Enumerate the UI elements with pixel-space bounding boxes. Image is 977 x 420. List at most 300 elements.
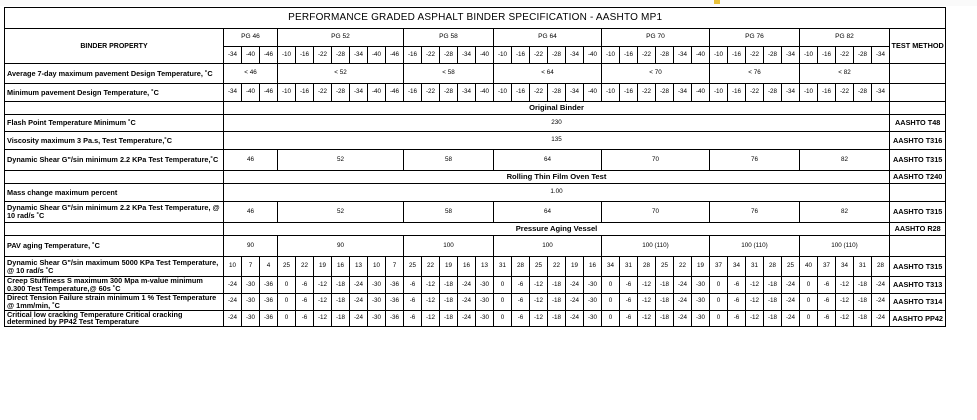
value-cell: -46 [260, 84, 278, 102]
subgrade-cell: -28 [854, 47, 872, 64]
section-blank [5, 223, 224, 236]
subgrade-cell: -40 [476, 47, 494, 64]
value-cell: 0 [278, 310, 296, 327]
value-cell: -16 [512, 84, 530, 102]
value-cell: 230 [224, 115, 890, 132]
value-cell: -12 [638, 277, 656, 294]
subgrade-cell: -46 [260, 47, 278, 64]
value-cell: -22 [836, 84, 854, 102]
value-cell: -18 [764, 277, 782, 294]
spec-row [5, 202, 946, 223]
value-cell: -10 [800, 84, 818, 102]
subgrade-cell: -40 [692, 47, 710, 64]
value-cell: -12 [530, 310, 548, 327]
toolbar-strip [0, 0, 977, 6]
value-cell: -18 [764, 293, 782, 310]
spec-row [5, 84, 946, 102]
property-label: Mass change maximum percent [5, 184, 224, 202]
value-cell: -36 [260, 277, 278, 294]
value-cell: -18 [332, 293, 350, 310]
value-cell: -34 [350, 84, 368, 102]
value-cell: -24 [782, 277, 800, 294]
value-cell: 1.00 [224, 184, 890, 202]
value-cell: 76 [710, 150, 800, 171]
property-label: PAV aging Temperature, ˚C [5, 236, 224, 257]
value-cell: 37 [710, 257, 728, 277]
value-cell: -16 [404, 84, 422, 102]
value-cell: 0 [278, 277, 296, 294]
value-cell: -12 [314, 293, 332, 310]
spec-row [5, 236, 946, 257]
value-cell: -22 [746, 84, 764, 102]
value-cell: -24 [350, 293, 368, 310]
value-cell: 34 [836, 257, 854, 277]
value-cell: -18 [656, 293, 674, 310]
property-label: Direct Tension Failure strain minimum 1 % Test Temperature @ 1mm/min, ˚C [5, 293, 224, 310]
value-cell: -16 [818, 84, 836, 102]
section-title: Pressure Aging Vessel [224, 223, 890, 236]
value-cell: -12 [836, 277, 854, 294]
value-cell: -30 [692, 293, 710, 310]
value-cell: 25 [404, 257, 422, 277]
subgrade-cell: -22 [746, 47, 764, 64]
subgrade-cell: -40 [242, 47, 260, 64]
value-cell: -6 [818, 293, 836, 310]
value-cell: -24 [872, 310, 890, 327]
value-cell: -6 [728, 277, 746, 294]
section-title: Rolling Thin Film Oven Test [224, 171, 890, 184]
value-cell: < 64 [494, 64, 602, 84]
value-cell: 46 [224, 150, 278, 171]
value-cell: -30 [476, 293, 494, 310]
value-cell: 37 [818, 257, 836, 277]
grade-header: PG 64 [494, 29, 602, 47]
spec-table [4, 7, 946, 327]
value-cell: 100 [404, 236, 494, 257]
value-cell: 100 (110) [800, 236, 890, 257]
value-cell: -34 [782, 84, 800, 102]
value-cell: -22 [422, 84, 440, 102]
value-cell: 25 [278, 257, 296, 277]
value-cell: 46 [224, 202, 278, 223]
value-cell: -18 [548, 277, 566, 294]
value-cell: 10 [368, 257, 386, 277]
value-cell: 7 [242, 257, 260, 277]
value-cell: -34 [224, 84, 242, 102]
binder-property-header: BINDER PROPERTY [5, 29, 224, 64]
value-cell: -28 [854, 84, 872, 102]
property-label: Dynamic Shear G"/sin minimum 2.2 KPa Test Temperature,˚C [5, 150, 224, 171]
subgrade-cell: -28 [656, 47, 674, 64]
value-cell: -12 [746, 277, 764, 294]
value-cell: -22 [638, 84, 656, 102]
value-cell: -6 [620, 277, 638, 294]
value-cell: -16 [728, 84, 746, 102]
grade-header: PG 70 [602, 29, 710, 47]
value-cell: -6 [512, 277, 530, 294]
value-cell: -30 [368, 310, 386, 327]
value-cell: < 76 [710, 64, 800, 84]
value-cell: 0 [278, 293, 296, 310]
value-cell: 34 [728, 257, 746, 277]
value-cell: -24 [566, 310, 584, 327]
value-cell: -18 [440, 277, 458, 294]
value-cell: -24 [674, 310, 692, 327]
value-cell: 19 [440, 257, 458, 277]
value-cell: 64 [494, 150, 602, 171]
subgrade-cell: -34 [782, 47, 800, 64]
value-cell: -24 [872, 277, 890, 294]
value-cell: 76 [710, 202, 800, 223]
value-cell: -24 [566, 277, 584, 294]
value-cell: -30 [476, 277, 494, 294]
value-cell: -18 [440, 310, 458, 327]
value-cell: 64 [494, 202, 602, 223]
value-cell: 0 [710, 293, 728, 310]
value-cell: 19 [566, 257, 584, 277]
value-cell: -36 [260, 310, 278, 327]
value-cell: -12 [746, 310, 764, 327]
value-cell: -10 [278, 84, 296, 102]
test-method-cell: AASHTO T315 [890, 202, 946, 223]
value-cell: 0 [800, 293, 818, 310]
value-cell: 16 [584, 257, 602, 277]
grade-header: PG 58 [404, 29, 494, 47]
value-cell: -12 [746, 293, 764, 310]
value-cell: 28 [512, 257, 530, 277]
value-cell: -6 [296, 277, 314, 294]
subgrade-cell: -22 [314, 47, 332, 64]
value-cell: 0 [602, 293, 620, 310]
value-cell: 4 [260, 257, 278, 277]
value-cell: 0 [602, 310, 620, 327]
value-cell: -12 [530, 277, 548, 294]
value-cell: -28 [548, 84, 566, 102]
value-cell: 19 [314, 257, 332, 277]
value-cell: -18 [440, 293, 458, 310]
value-cell: -16 [620, 84, 638, 102]
value-cell: -46 [386, 84, 404, 102]
subgrade-cell: -16 [620, 47, 638, 64]
value-cell: -40 [584, 84, 602, 102]
value-cell: -30 [242, 293, 260, 310]
value-cell: 31 [854, 257, 872, 277]
value-cell: -18 [548, 310, 566, 327]
value-cell: -30 [368, 277, 386, 294]
value-cell: 0 [494, 293, 512, 310]
value-cell: < 70 [602, 64, 710, 84]
spec-row [5, 293, 946, 310]
subgrade-cell: -28 [440, 47, 458, 64]
property-label: Critical low cracking Temperature Critical cracking determined by PP42 Test Temperature [5, 310, 224, 327]
value-cell: -36 [386, 293, 404, 310]
property-label: Dynamic Shear G"/sin minimum 2.2 KPa Test Temperature, @ 10 rad/s ˚C [5, 202, 224, 223]
value-cell: 31 [494, 257, 512, 277]
value-cell: 13 [350, 257, 368, 277]
value-cell: -18 [854, 277, 872, 294]
spec-row [5, 64, 946, 84]
value-cell: 28 [872, 257, 890, 277]
value-cell: 13 [476, 257, 494, 277]
value-cell: -18 [656, 310, 674, 327]
value-cell: -12 [638, 293, 656, 310]
spec-row [5, 257, 946, 277]
property-label: Flash Point Temperature Minimum ˚C [5, 115, 224, 132]
value-cell: -34 [458, 84, 476, 102]
value-cell: -18 [548, 293, 566, 310]
value-cell: -6 [296, 293, 314, 310]
value-cell: 0 [800, 310, 818, 327]
value-cell: -12 [836, 293, 854, 310]
subgrade-cell: -16 [296, 47, 314, 64]
value-cell: -30 [584, 277, 602, 294]
subgrade-cell: -34 [566, 47, 584, 64]
page-title: PERFORMANCE GRADED ASPHALT BINDER SPECIFICATION - AASHTO MP1 [5, 8, 946, 29]
value-cell: -6 [512, 293, 530, 310]
value-cell: -18 [764, 310, 782, 327]
subgrade-cell: -16 [404, 47, 422, 64]
value-cell: -40 [476, 84, 494, 102]
subgrade-cell: -10 [494, 47, 512, 64]
value-cell: -6 [620, 310, 638, 327]
value-cell: -6 [404, 293, 422, 310]
section-title: Original Binder [224, 102, 890, 115]
subgrade-cell: -22 [836, 47, 854, 64]
value-cell: 28 [764, 257, 782, 277]
value-cell: -6 [296, 310, 314, 327]
value-cell: < 52 [278, 64, 404, 84]
value-cell: 52 [278, 150, 404, 171]
test-method-cell [890, 236, 946, 257]
value-cell: -40 [368, 84, 386, 102]
value-cell: 0 [494, 277, 512, 294]
subgrade-cell: -10 [710, 47, 728, 64]
value-cell: -12 [836, 310, 854, 327]
value-cell: -12 [530, 293, 548, 310]
status-indicator [714, 0, 720, 4]
value-cell: 22 [548, 257, 566, 277]
value-cell: -6 [818, 277, 836, 294]
value-cell: -24 [458, 293, 476, 310]
value-cell: -34 [566, 84, 584, 102]
value-cell: -24 [224, 310, 242, 327]
value-cell: -24 [872, 293, 890, 310]
value-cell: 25 [530, 257, 548, 277]
subgrade-cell: -10 [602, 47, 620, 64]
value-cell: -24 [674, 277, 692, 294]
value-cell: -10 [494, 84, 512, 102]
value-cell: 135 [224, 132, 890, 150]
subgrade-cell: -46 [386, 47, 404, 64]
section-blank [5, 102, 224, 115]
value-cell: 22 [422, 257, 440, 277]
value-cell: 25 [656, 257, 674, 277]
test-method-cell [890, 102, 946, 115]
grade-header: PG 76 [710, 29, 800, 47]
value-cell: 16 [458, 257, 476, 277]
value-cell: -24 [458, 310, 476, 327]
value-cell: -30 [368, 293, 386, 310]
property-label: Average 7-day maximum pavement Design Temperature, ˚C [5, 64, 224, 84]
value-cell: -16 [296, 84, 314, 102]
subgrade-cell: -10 [278, 47, 296, 64]
subgrade-cell: -34 [872, 47, 890, 64]
value-cell: -24 [674, 293, 692, 310]
value-cell: 25 [782, 257, 800, 277]
value-cell: -22 [314, 84, 332, 102]
spec-row [5, 277, 946, 294]
test-method-cell: AASHTO T315 [890, 257, 946, 277]
value-cell: -6 [512, 310, 530, 327]
test-method-cell [890, 64, 946, 84]
value-cell: 52 [278, 202, 404, 223]
grade-header: PG 82 [800, 29, 890, 47]
subgrade-cell: -34 [674, 47, 692, 64]
value-cell: -12 [314, 310, 332, 327]
subgrade-cell: -28 [764, 47, 782, 64]
value-cell: 31 [620, 257, 638, 277]
test-method-cell: AASHTO T313 [890, 277, 946, 294]
value-cell: 100 (110) [602, 236, 710, 257]
test-method-cell: AASHTO T316 [890, 132, 946, 150]
subgrade-cell: -22 [638, 47, 656, 64]
spec-row [5, 150, 946, 171]
value-cell: -22 [530, 84, 548, 102]
value-cell: -12 [422, 293, 440, 310]
value-cell: 28 [638, 257, 656, 277]
section-blank [5, 171, 224, 184]
value-cell: -10 [602, 84, 620, 102]
subgrade-cell: -28 [332, 47, 350, 64]
spec-row [5, 171, 946, 184]
value-cell: -18 [854, 310, 872, 327]
value-cell: 58 [404, 202, 494, 223]
value-cell: -30 [584, 293, 602, 310]
value-cell: -28 [332, 84, 350, 102]
value-cell: -30 [584, 310, 602, 327]
test-method-cell: AASHTO PP42 [890, 310, 946, 327]
value-cell: -24 [224, 277, 242, 294]
value-cell: 22 [674, 257, 692, 277]
value-cell: 58 [404, 150, 494, 171]
value-cell: -24 [350, 277, 368, 294]
value-cell: -24 [458, 277, 476, 294]
value-cell: -24 [782, 293, 800, 310]
value-cell: < 82 [800, 64, 890, 84]
value-cell: 19 [692, 257, 710, 277]
value-cell: 31 [746, 257, 764, 277]
value-cell: 0 [494, 310, 512, 327]
value-cell: -24 [782, 310, 800, 327]
value-cell: 7 [386, 257, 404, 277]
value-cell: -34 [674, 84, 692, 102]
subgrade-cell: -10 [800, 47, 818, 64]
value-cell: -24 [224, 293, 242, 310]
value-cell: -18 [332, 277, 350, 294]
value-cell: -6 [404, 310, 422, 327]
value-cell: -40 [692, 84, 710, 102]
value-cell: -6 [728, 310, 746, 327]
property-label: Dynamic Shear G"/sin maximum 5000 KPa Test Temperature, @ 10 rad/s ˚C [5, 257, 224, 277]
value-cell: -6 [404, 277, 422, 294]
value-cell: -12 [314, 277, 332, 294]
value-cell: -18 [656, 277, 674, 294]
value-cell: 0 [602, 277, 620, 294]
value-cell: 0 [800, 277, 818, 294]
test-method-cell [890, 84, 946, 102]
spec-row [5, 184, 946, 202]
value-cell: -30 [242, 277, 260, 294]
subgrade-cell: -28 [548, 47, 566, 64]
value-cell: 16 [332, 257, 350, 277]
subgrade-cell: -34 [458, 47, 476, 64]
spec-row [5, 223, 946, 236]
value-cell: < 46 [224, 64, 278, 84]
value-cell: 100 (110) [710, 236, 800, 257]
test-method-cell: AASHTO T315 [890, 150, 946, 171]
value-cell: -30 [476, 310, 494, 327]
value-cell: < 58 [404, 64, 494, 84]
property-label: Creep Stuffiness S maximum 300 Mpa m-value minimum 0.300 Test Temperature,@ 60s ˚C [5, 277, 224, 294]
value-cell: -6 [818, 310, 836, 327]
property-label: Minimum pavement Design Temperature, ˚C [5, 84, 224, 102]
spec-row [5, 132, 946, 150]
value-cell: -36 [386, 310, 404, 327]
value-cell: 90 [224, 236, 278, 257]
value-cell: 82 [800, 202, 890, 223]
value-cell: -6 [620, 293, 638, 310]
value-cell: -24 [350, 310, 368, 327]
value-cell: 100 [494, 236, 602, 257]
value-cell: -30 [242, 310, 260, 327]
value-cell: -34 [872, 84, 890, 102]
test-method-cell [890, 184, 946, 202]
value-cell: -10 [710, 84, 728, 102]
subgrade-cell: -16 [818, 47, 836, 64]
value-cell: 0 [710, 310, 728, 327]
value-cell: -18 [332, 310, 350, 327]
value-cell: -12 [422, 310, 440, 327]
spec-row [5, 115, 946, 132]
subgrade-cell: -16 [512, 47, 530, 64]
value-cell: -12 [638, 310, 656, 327]
grade-header: PG 46 [224, 29, 278, 47]
value-cell: -30 [692, 277, 710, 294]
value-cell: 0 [710, 277, 728, 294]
subgrade-cell: -40 [368, 47, 386, 64]
subgrade-cell: -16 [728, 47, 746, 64]
subgrade-cell: -22 [422, 47, 440, 64]
subgrade-cell: -22 [530, 47, 548, 64]
value-cell: -30 [692, 310, 710, 327]
value-cell: -28 [656, 84, 674, 102]
value-cell: 10 [224, 257, 242, 277]
value-cell: 70 [602, 150, 710, 171]
spec-row [5, 102, 946, 115]
value-cell: 34 [602, 257, 620, 277]
value-cell: 40 [800, 257, 818, 277]
test-method-cell: AASHTO R28 [890, 223, 946, 236]
value-cell: -36 [260, 293, 278, 310]
property-label: Viscosity maximum 3 Pa.s, Test Temperature,˚C [5, 132, 224, 150]
value-cell: -18 [854, 293, 872, 310]
subgrade-cell: -40 [584, 47, 602, 64]
value-cell: -28 [764, 84, 782, 102]
subgrade-cell: -34 [224, 47, 242, 64]
value-cell: -12 [422, 277, 440, 294]
value-cell: -24 [566, 293, 584, 310]
subgrade-cell: -34 [350, 47, 368, 64]
